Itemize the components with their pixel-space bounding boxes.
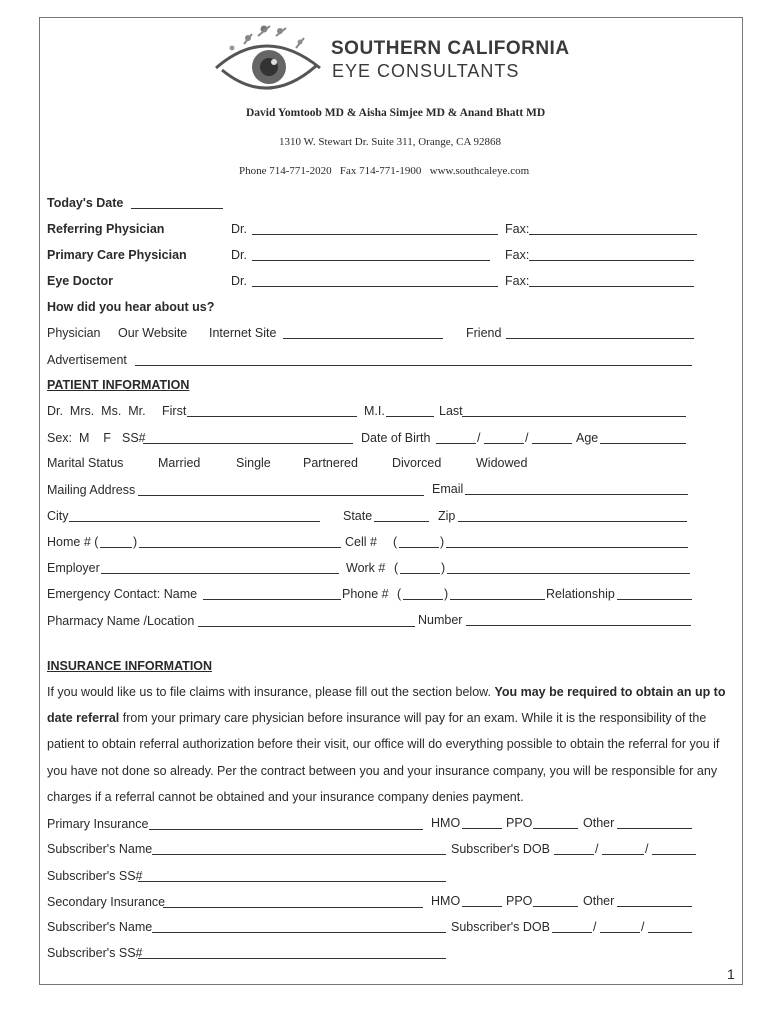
state-label: State [343,509,373,523]
eye-logo-icon [208,22,328,94]
option-physician[interactable]: Physician [47,326,101,340]
subscriber-dob-year-2[interactable] [648,932,692,933]
option-our-website[interactable]: Our Website [118,326,188,340]
patient-info-heading: PATIENT INFORMATION [47,378,190,392]
secondary-hmo-field[interactable] [462,906,502,907]
secondary-insurance-field[interactable] [163,907,423,908]
todays-date-label: Today's Date [47,196,124,210]
primary-insurance-field[interactable] [149,829,423,830]
primary-care-label: Primary Care Physician [47,248,187,262]
subscriber-dob-month-2[interactable] [552,932,592,933]
dob-label: Date of Birth [361,431,431,445]
fax-label: Fax: [505,274,530,288]
page-number: 1 [727,966,735,982]
insurance-paragraph-bold: You may be required to obtain an up to date referral [47,685,726,726]
todays-date-field[interactable] [131,208,223,209]
last-name-field[interactable] [462,416,686,417]
dr-label: Dr. [231,222,247,236]
subscriber-dob-slash-4: / [641,920,645,934]
work-paren-open: ( [394,561,399,575]
secondary-other-field[interactable] [617,906,692,907]
subscriber-dob-label: Subscriber's DOB [451,842,550,856]
age-field[interactable] [600,443,686,444]
advertisement-field[interactable] [135,365,692,366]
secondary-ppo-label[interactable]: PPO [506,894,533,908]
how-heard-label: How did you hear about us? [47,300,215,314]
email-label: Email [432,482,464,496]
subscriber-dob-slash-2: / [645,842,649,856]
dob-year-field[interactable] [532,443,572,444]
option-widowed[interactable]: Widowed [476,456,528,470]
secondary-hmo-label[interactable]: HMO [431,894,461,908]
insurance-info-heading: INSURANCE INFORMATION [47,659,213,673]
secondary-insurance-label: Secondary Insurance [47,895,166,909]
emergency-area-code-field[interactable] [403,599,443,600]
subscriber-dob-slash-1: / [595,842,599,856]
option-internet-site[interactable]: Internet Site [209,326,277,340]
contact-line: Phone 714-771-2020 Fax 714-771-1900 www.southcaleye.com [239,165,530,177]
subscriber-name-field[interactable] [152,854,446,855]
home-paren-close: ) [133,535,138,549]
logo [208,22,328,94]
eye-doctor-label: Eye Doctor [47,274,113,288]
option-divorced[interactable]: Divorced [392,456,442,470]
referring-fax-field[interactable] [529,234,697,235]
eye-doctor-fax-field[interactable] [529,286,694,287]
primary-care-field[interactable] [252,260,490,261]
brand-line-2: EYE CONSULTANTS [332,61,520,81]
relationship-label: Relationship [546,587,615,601]
subscriber-dob-month[interactable] [554,854,594,855]
secondary-other-label[interactable]: Other [583,894,615,908]
insurance-paragraph-body: from your primary care physician before insurance will pay for an exam. While it is the responsibility of the patient to obtain referral authorization before their visit, our office will do everything possible to obtain the referral for you if you have not done so already. Per the contract between you and your insurance company, you will be responsible for any charges if a referral cannot be obtained and your insurance company denies payment. [47,711,720,804]
primary-other-label[interactable]: Other [583,816,615,830]
address-line: 1310 W. Stewart Dr. Suite 311, Orange, CA 92868 [279,136,502,148]
last-label: Last [439,404,463,418]
option-partnered[interactable]: Partnered [303,456,358,470]
primary-insurance-label: Primary Insurance [47,817,149,831]
employer-label: Employer [47,561,100,575]
option-single[interactable]: Single [236,456,271,470]
subscriber-ss-label-2: Subscriber's SS# [47,946,143,960]
eye-doctor-field[interactable] [252,286,498,287]
age-label: Age [576,431,599,445]
pharmacy-number-label: Number [418,613,463,627]
phone-paren-close: ) [444,587,449,601]
cell-paren-open: ( [393,535,398,549]
dob-slash-1: / [477,431,481,445]
dr-label: Dr. [231,274,247,288]
pharmacy-field[interactable] [198,626,415,627]
primary-hmo-label[interactable]: HMO [431,816,461,830]
mailing-address-label: Mailing Address [47,483,136,497]
dob-month-field[interactable] [436,443,476,444]
first-label: First [162,404,187,418]
primary-hmo-field[interactable] [462,828,502,829]
work-phone-field[interactable] [447,573,690,574]
mi-label: M.I. [364,404,385,418]
home-phone-field[interactable] [139,547,341,548]
mailing-address-field[interactable] [138,495,424,496]
internet-site-field[interactable] [283,338,443,339]
relationship-field[interactable] [617,599,692,600]
referring-physician-label: Referring Physician [47,222,165,236]
subscriber-dob-slash-3: / [593,920,597,934]
phone-label: Phone # [342,587,389,601]
subscriber-dob-label-2: Subscriber's DOB [451,920,550,934]
fax-label: Fax: [505,248,530,262]
secondary-ppo-field[interactable] [533,906,578,907]
fax-label: Fax: [505,222,530,236]
referring-physician-field[interactable] [252,234,498,235]
friend-field[interactable] [506,338,694,339]
subscriber-name-label: Subscriber's Name [47,842,153,856]
email-field[interactable] [465,494,688,495]
work-label: Work # [346,561,386,575]
pharmacy-number-field[interactable] [466,625,691,626]
home-area-code-field[interactable] [100,547,132,548]
cell-label: Cell # [345,535,377,549]
subscriber-ss-field[interactable] [138,881,446,882]
option-advertisement[interactable]: Advertisement [47,353,127,367]
primary-care-fax-field[interactable] [529,260,694,261]
subscriber-name-field-2[interactable] [152,932,446,933]
marital-status-label: Marital Status [47,456,124,470]
cell-paren-close: ) [440,535,445,549]
first-name-field[interactable] [187,416,357,417]
ss-field[interactable] [143,443,353,444]
subscriber-dob-day-2[interactable] [600,932,640,933]
emergency-phone-field[interactable] [450,599,545,600]
cell-area-code-field[interactable] [399,547,439,548]
phone-paren-open: ( [397,587,402,601]
ss-label: SS# [122,431,146,445]
insurance-paragraph-intro: If you would like us to file claims with insurance, please fill out the section below. [47,685,495,699]
cell-phone-field[interactable] [446,547,688,548]
doctors-line: David Yomtoob MD & Aisha Simjee MD & Anand Bhatt MD [246,107,546,119]
title-options[interactable]: Dr. Mrs. Ms. Mr. [47,404,146,418]
work-paren-close: ) [441,561,446,575]
subscriber-ss-label: Subscriber's SS# [47,869,143,883]
work-area-code-field[interactable] [400,573,440,574]
mi-field[interactable] [386,416,434,417]
home-label: Home # ( [47,535,99,549]
city-label: City [47,509,69,523]
sex-label[interactable]: Sex: M F [47,431,111,445]
primary-ppo-label[interactable]: PPO [506,816,533,830]
subscriber-dob-year[interactable] [652,854,696,855]
subscriber-dob-day[interactable] [602,854,644,855]
employer-field[interactable] [101,573,339,574]
brand-line-1: SOUTHERN CALIFORNIA [331,38,570,59]
zip-label: Zip [438,509,456,523]
insurance-paragraph [47,679,737,810]
emergency-contact-label: Emergency Contact: Name [47,587,198,601]
option-married[interactable]: Married [158,456,201,470]
form-border [39,17,743,985]
option-friend[interactable]: Friend [466,326,502,340]
dob-slash-2: / [525,431,529,445]
dob-day-field[interactable] [484,443,524,444]
pharmacy-label: Pharmacy Name /Location [47,614,195,628]
primary-other-field[interactable] [617,828,692,829]
subscriber-name-label-2: Subscriber's Name [47,920,153,934]
emergency-name-field[interactable] [203,599,341,600]
state-field[interactable] [374,521,429,522]
zip-field[interactable] [458,521,687,522]
primary-ppo-field[interactable] [533,828,578,829]
dr-label: Dr. [231,248,247,262]
city-field[interactable] [69,521,320,522]
subscriber-ss-field-2[interactable] [138,958,446,959]
